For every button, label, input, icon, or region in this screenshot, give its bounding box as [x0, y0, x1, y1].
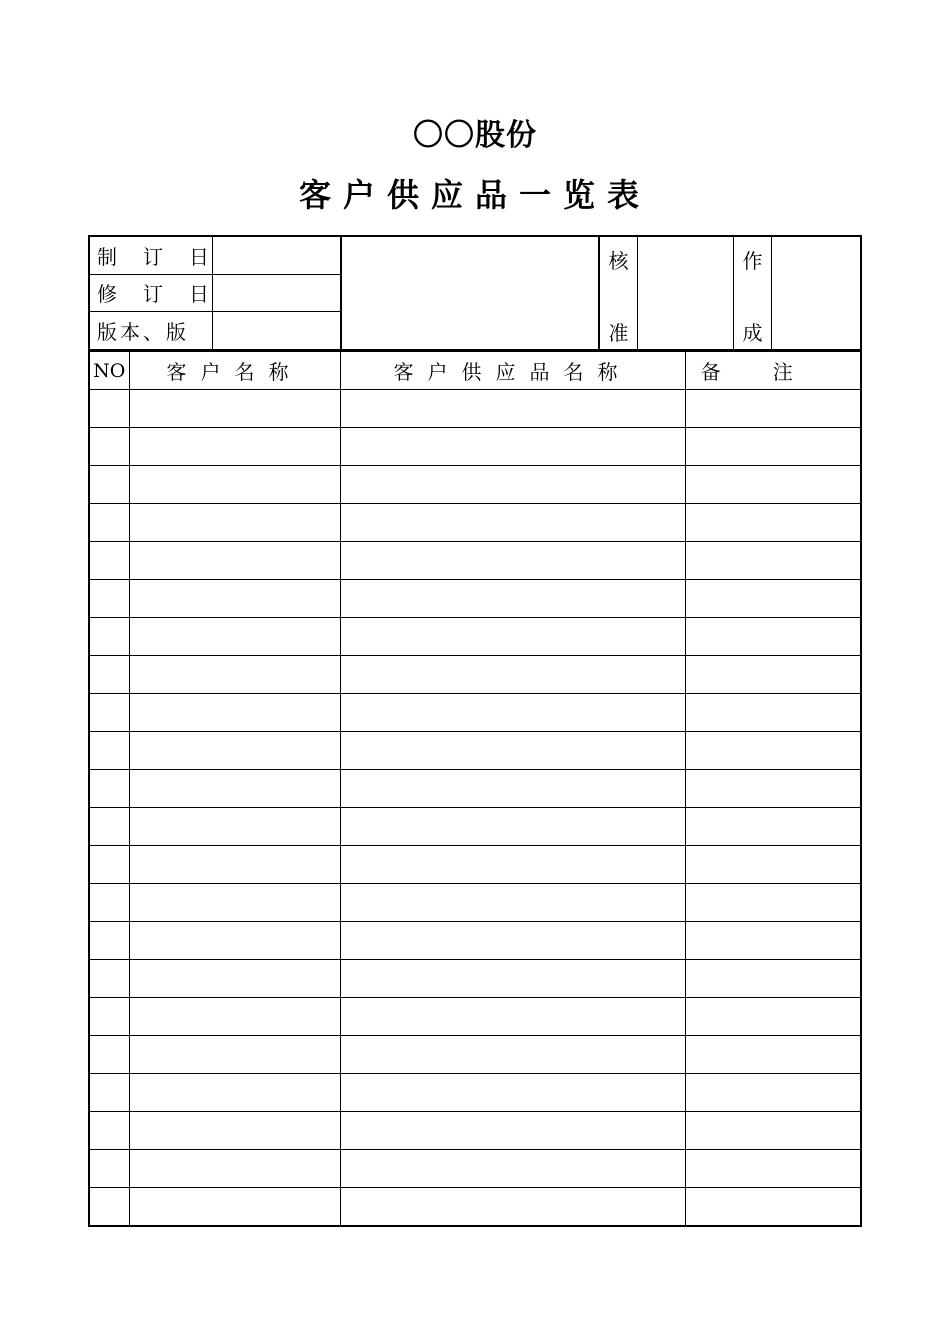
remarks-cell[interactable]: [685, 732, 861, 770]
row-no-cell[interactable]: [89, 1036, 129, 1074]
version-row: [90, 312, 341, 349]
row-no-cell[interactable]: [89, 694, 129, 732]
created-date-field[interactable]: [213, 237, 342, 274]
created-date-row: [90, 237, 341, 274]
table-row: [89, 428, 861, 466]
row-no-cell[interactable]: [89, 618, 129, 656]
supplied-item-name-cell[interactable]: [340, 1112, 685, 1150]
supplied-item-name-cell[interactable]: [340, 1150, 685, 1188]
supplied-item-name-cell[interactable]: [340, 960, 685, 998]
approve-label-top: 核: [608, 249, 629, 273]
table-row: [89, 846, 861, 884]
customer-name-cell[interactable]: [129, 694, 340, 732]
customer-name-cell[interactable]: [129, 1188, 340, 1227]
table-row: [89, 542, 861, 580]
remarks-cell[interactable]: [685, 1112, 861, 1150]
version-field[interactable]: [213, 312, 342, 349]
remarks-cell[interactable]: [685, 808, 861, 846]
supplied-item-name-cell[interactable]: [340, 1074, 685, 1112]
column-header-remarks: 备注: [685, 352, 861, 390]
maker-label-cell: [734, 237, 772, 349]
remarks-cell[interactable]: [685, 884, 861, 922]
supplied-item-name-cell[interactable]: [340, 732, 685, 770]
approval-block: [598, 237, 862, 349]
row-no-cell[interactable]: [89, 428, 129, 466]
table-row: [89, 960, 861, 998]
column-header-supplied-item-name: 客户供应品名称: [340, 352, 685, 390]
remarks-cell[interactable]: [685, 504, 861, 542]
remarks-cell[interactable]: [685, 922, 861, 960]
table-row: [89, 998, 861, 1036]
supplied-item-name-cell[interactable]: [340, 922, 685, 960]
maker-signature-field[interactable]: [772, 237, 862, 349]
remarks-cell[interactable]: [685, 998, 861, 1036]
supplied-item-name-cell[interactable]: [340, 580, 685, 618]
customer-name-cell[interactable]: [129, 618, 340, 656]
table-row: [89, 770, 861, 808]
row-no-cell[interactable]: [89, 1150, 129, 1188]
approve-label-cell: [600, 237, 638, 349]
remarks-cell[interactable]: [685, 390, 861, 428]
supplied-item-name-cell[interactable]: [340, 542, 685, 580]
customer-name-cell[interactable]: [129, 846, 340, 884]
approve-label-bottom: 准: [608, 321, 629, 345]
row-no-cell[interactable]: [89, 884, 129, 922]
table-row: [89, 390, 861, 428]
row-no-cell[interactable]: [89, 960, 129, 998]
row-no-cell[interactable]: [89, 1112, 129, 1150]
supplied-item-name-cell[interactable]: [340, 694, 685, 732]
customer-name-cell[interactable]: [129, 1074, 340, 1112]
row-no-cell[interactable]: [89, 732, 129, 770]
maker-label-bottom: 成: [742, 321, 763, 345]
row-no-cell[interactable]: [89, 466, 129, 504]
row-no-cell[interactable]: [89, 656, 129, 694]
remarks-cell[interactable]: [685, 1036, 861, 1074]
table-row: [89, 922, 861, 960]
row-no-cell[interactable]: [89, 846, 129, 884]
customer-name-cell[interactable]: [129, 1150, 340, 1188]
supplied-item-name-cell[interactable]: [340, 466, 685, 504]
supplied-item-name-cell[interactable]: [340, 770, 685, 808]
customer-name-cell[interactable]: [129, 960, 340, 998]
row-no-cell[interactable]: [89, 998, 129, 1036]
remarks-cell[interactable]: [685, 960, 861, 998]
customer-name-cell[interactable]: [129, 428, 340, 466]
revised-date-field[interactable]: [213, 274, 342, 312]
remarks-cell[interactable]: [685, 428, 861, 466]
version-label: 版本、版: [90, 312, 213, 349]
remarks-cell[interactable]: [685, 1188, 861, 1227]
table-row: [89, 504, 861, 542]
supplied-item-name-cell[interactable]: [340, 390, 685, 428]
table-header-row: [89, 352, 861, 390]
approve-signature-field[interactable]: [638, 237, 734, 349]
customer-name-cell[interactable]: [129, 808, 340, 846]
table-row: [89, 1036, 861, 1074]
customer-name-cell[interactable]: [129, 656, 340, 694]
table-row: [89, 808, 861, 846]
table-row: [89, 732, 861, 770]
customer-name-cell[interactable]: [129, 542, 340, 580]
customer-name-cell[interactable]: [129, 1112, 340, 1150]
document-title: 客户供应品一览表: [298, 176, 651, 214]
column-header-customer-name: 客户名称: [129, 352, 340, 390]
remarks-cell[interactable]: [685, 580, 861, 618]
maker-label-top: 作: [742, 249, 763, 273]
row-no-cell[interactable]: [89, 580, 129, 618]
customer-name-cell[interactable]: [129, 580, 340, 618]
remarks-cell[interactable]: [685, 542, 861, 580]
table-row: [89, 1150, 861, 1188]
customer-name-cell[interactable]: [129, 466, 340, 504]
customer-name-cell[interactable]: [129, 504, 340, 542]
revision-info-table: [90, 237, 342, 349]
customer-name-cell[interactable]: [129, 770, 340, 808]
customer-name-cell[interactable]: [129, 884, 340, 922]
customer-name-cell[interactable]: [129, 732, 340, 770]
company-name: 〇〇股份: [413, 118, 537, 153]
supplied-item-name-cell[interactable]: [340, 884, 685, 922]
row-no-cell[interactable]: [89, 1188, 129, 1227]
remarks-cell[interactable]: [685, 466, 861, 504]
remarks-cell[interactable]: [685, 656, 861, 694]
table-row: [89, 1188, 861, 1227]
revised-date-label: 修 订 日: [90, 274, 213, 312]
column-header-no: NO: [89, 352, 129, 390]
table-row: [89, 580, 861, 618]
supplied-item-name-cell[interactable]: [340, 1188, 685, 1227]
supplied-item-name-cell[interactable]: [340, 428, 685, 466]
revised-date-row: [90, 274, 341, 312]
remarks-cell[interactable]: [685, 694, 861, 732]
row-no-cell[interactable]: [89, 1074, 129, 1112]
table-row: [89, 656, 861, 694]
remarks-cell[interactable]: [685, 770, 861, 808]
table-row: [89, 884, 861, 922]
remarks-cell[interactable]: [685, 846, 861, 884]
table-row: [89, 1112, 861, 1150]
row-no-cell[interactable]: [89, 504, 129, 542]
table-row: [89, 466, 861, 504]
row-no-cell[interactable]: [89, 922, 129, 960]
table-row: [89, 694, 861, 732]
row-no-cell[interactable]: [89, 542, 129, 580]
remarks-cell[interactable]: [685, 1150, 861, 1188]
table-row: [89, 1074, 861, 1112]
row-no-cell[interactable]: [89, 770, 129, 808]
customer-name-cell[interactable]: [129, 390, 340, 428]
customer-name-cell[interactable]: [129, 998, 340, 1036]
supplied-item-name-cell[interactable]: [340, 504, 685, 542]
supplied-item-name-cell[interactable]: [340, 998, 685, 1036]
row-no-cell[interactable]: [89, 390, 129, 428]
created-date-label: 制 订 日: [90, 237, 213, 274]
remarks-cell[interactable]: [685, 618, 861, 656]
customer-name-cell[interactable]: [129, 1036, 340, 1074]
remarks-cell[interactable]: [685, 1074, 861, 1112]
customer-name-cell[interactable]: [129, 922, 340, 960]
row-no-cell[interactable]: [89, 808, 129, 846]
supplied-item-name-cell[interactable]: [340, 808, 685, 846]
supplied-item-name-cell[interactable]: [340, 656, 685, 694]
supplied-item-name-cell[interactable]: [340, 846, 685, 884]
supplied-item-name-cell[interactable]: [340, 618, 685, 656]
table-row: [89, 618, 861, 656]
header-box: [88, 235, 862, 351]
supplied-items-table: [88, 351, 862, 1227]
supplied-item-name-cell[interactable]: [340, 1036, 685, 1074]
